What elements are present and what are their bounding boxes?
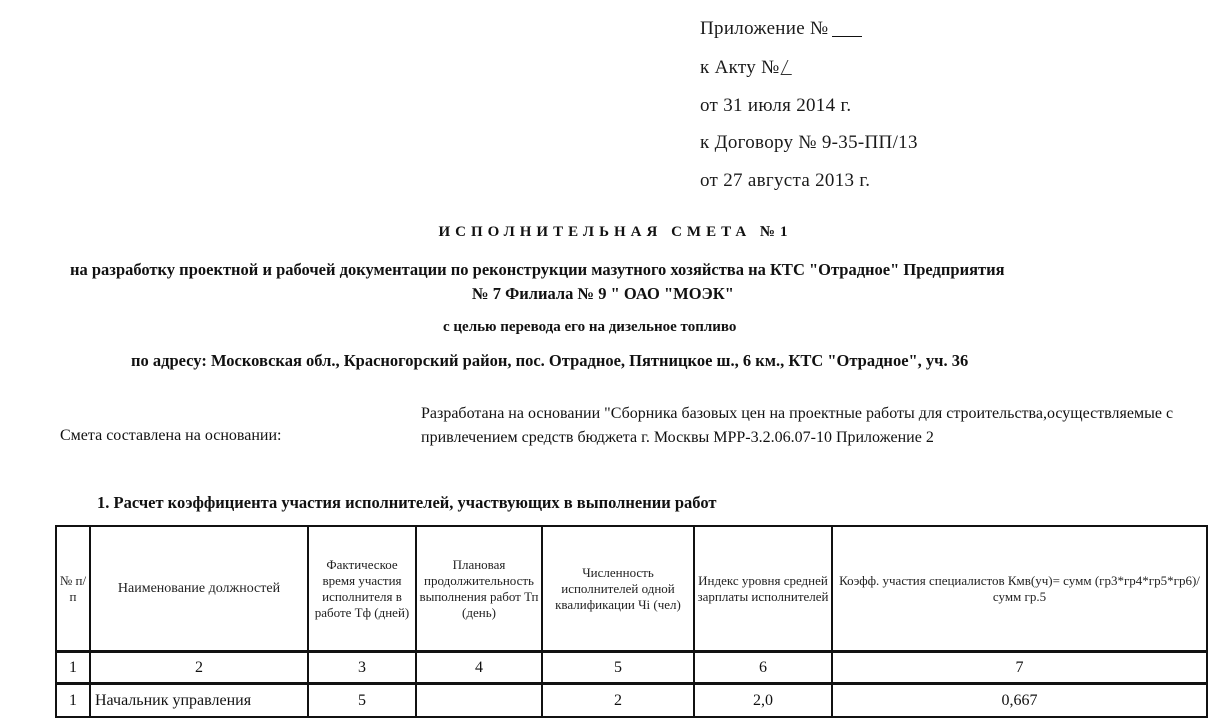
header-planned-duration: Плановая продолжительность выполнения работ Тп (день) [416,526,542,652]
section-title: 1. Расчет коэффициента участия исполнителей, участвующих в выполнении работ [97,493,717,512]
header-position: Наименование должностей [90,526,308,652]
header-number: № п/п [56,526,90,652]
attachment-line-3: от 31 июля 2014 г. [700,95,852,116]
basis-label: Смета составлена на основании: [60,427,282,444]
column-number: 5 [542,652,694,684]
subtitle-line-2: № 7 Филиала № 9 " ОАО "МОЭК" [472,284,734,303]
attachment-line-2: к Акту № [700,57,795,79]
table-header-row [56,526,1207,652]
attachment-line-1: Приложение № [700,18,862,40]
participation-coefficient-cell: 0,667 [832,684,1207,718]
header-actual-time: Фактическое время участия исполнителя в работе Тф (дней) [308,526,416,652]
attachment-number-blank [832,20,862,37]
salary-index-cell: 2,0 [694,684,832,718]
column-number: 6 [694,652,832,684]
headcount-cell: 2 [542,684,694,718]
subtitle-line-1: на разработку проектной и рабочей документации по реконструкции мазутного хозяйства на КТС "Отрадное" Предприятия [70,260,1005,279]
position-name-cell: Начальник управления [90,684,308,718]
subtitle-line-3: с целью перевода его на дизельное топливо [443,319,737,335]
attachment-line-5: от 27 августа 2013 г. [700,170,871,191]
basis-text: Разработана на основании "Сборника базовых цен на проектные работы для строительства,осуществляемые с привлечением средств бюджета г. Москвы МРР-3.2.06.07-10 Приложение 2 [421,405,1174,446]
doc-title: ИСПОЛНИТЕЛЬНАЯ СМЕТА №1 [438,224,793,240]
planned-duration-cell [416,684,542,718]
table-row [56,684,1207,718]
column-number: 7 [832,652,1207,684]
header-salary-index: Индекс уровня средней зарплаты исполнителей [694,526,832,652]
row-number-cell: 1 [56,684,90,718]
column-number: 4 [416,652,542,684]
attachment-line-4: к Договору № 9-35-ПП/13 [700,132,918,153]
handwritten-mark-icon [780,60,798,75]
coefficient-table [55,525,1208,718]
header-participation-coefficient: Коэфф. участия специалистов Кмв(уч)= сумм (гр3*гр4*гр5*гр6)/сумм гр.5 [832,526,1207,652]
column-number: 1 [56,652,90,684]
table-column-numbers-row [56,652,1207,684]
column-number: 3 [308,652,416,684]
subtitle-line-4: по адресу: Московская обл., Красногорский район, пос. Отрадное, Пятницкое ш., 6 км., КТС "Отрадное", уч. 36 [131,351,969,370]
header-headcount: Численность исполнителей одной квалификации Чi (чел) [542,526,694,652]
actual-time-cell: 5 [308,684,416,718]
column-number: 2 [90,652,308,684]
